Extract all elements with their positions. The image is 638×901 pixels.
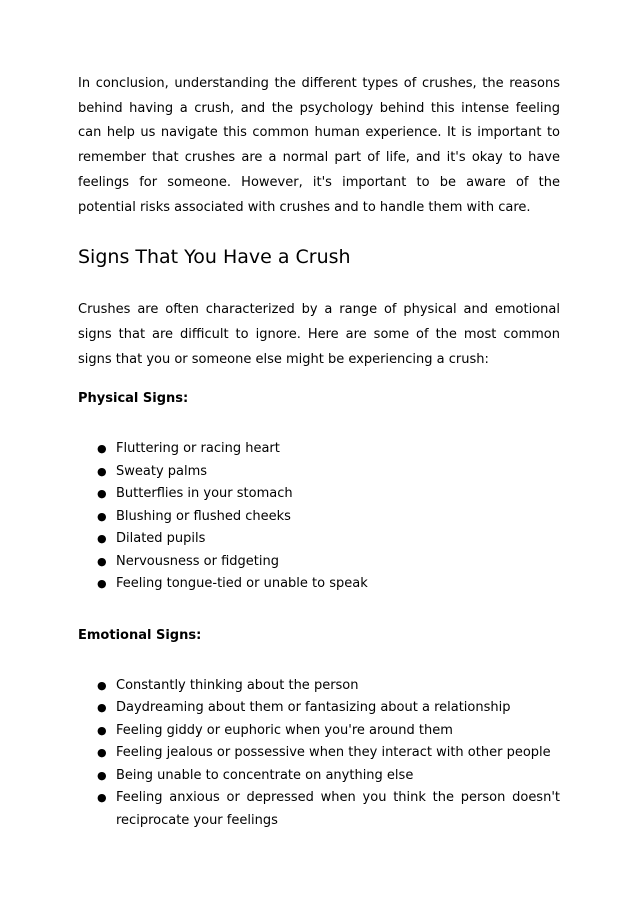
list-item-text: Being unable to concentrate on anything else <box>116 767 414 783</box>
list-item <box>78 551 560 574</box>
list-item <box>78 697 560 720</box>
list-item-text: Constantly thinking about the person <box>116 677 359 693</box>
bullet-icon: ● <box>97 532 107 546</box>
list-item <box>78 461 560 484</box>
list-item <box>78 720 560 743</box>
list-item <box>78 765 560 788</box>
bullet-icon: ● <box>97 554 107 568</box>
bullet-icon: ● <box>97 487 107 501</box>
list-item-text: Sweaty palms <box>116 463 208 479</box>
list-item <box>78 483 560 506</box>
list-item <box>78 742 560 765</box>
bullet-icon: ● <box>97 701 107 715</box>
list-item-text: Feeling anxious or depressed when you think the person doesn't reciprocate your feelings <box>116 790 560 828</box>
list-item <box>78 787 560 832</box>
bullet-icon: ● <box>97 768 107 782</box>
list-item <box>78 528 560 551</box>
list-item <box>78 573 560 596</box>
bullet-icon: ● <box>97 746 107 760</box>
bullet-icon: ● <box>97 577 107 591</box>
list-item-text: Nervousness or fidgeting <box>116 553 279 569</box>
list-item <box>78 675 560 698</box>
list-item-text: Butterflies in your stomach <box>116 486 293 502</box>
list-item-text: Daydreaming about them or fantasizing about a relationship <box>116 700 511 716</box>
section-paragraph: Crushes are often characterized by a range of physical and emotional signs that are difficult to ignore. Here are some of the most common signs that you or someone else might be experiencing a crush: <box>78 302 560 367</box>
list-item-text: Blushing or flushed cheeks <box>116 508 291 524</box>
list-item-text: Feeling giddy or euphoric when you're around them <box>116 722 453 738</box>
bullet-icon: ● <box>97 464 107 478</box>
list-item-text: Feeling jealous or possessive when they interact with other people <box>116 745 551 761</box>
bullet-icon: ● <box>97 509 107 523</box>
bullet-icon: ● <box>97 723 107 737</box>
list-item-text: Fluttering or racing heart <box>116 441 280 457</box>
section-heading: Signs That You Have a Crush <box>78 246 351 269</box>
emotional-signs-list <box>78 675 560 833</box>
physical-signs-heading: Physical Signs: <box>78 391 189 407</box>
bullet-icon: ● <box>97 442 107 456</box>
bullet-icon: ● <box>97 678 107 692</box>
physical-signs-list <box>78 438 560 596</box>
list-item <box>78 438 560 461</box>
intro-paragraph: In conclusion, understanding the different types of crushes, the reasons behind having a crush, and the psychology behind this intense feeling can help us navigate this common human experience. It is important to remember that crushes are a normal part of life, and it's okay to have feelings for someone. However, it's important to be aware of the potential risks associated with crushes and to handle them with care. <box>78 76 560 215</box>
list-item-text: Dilated pupils <box>116 531 206 547</box>
list-item-text: Feeling tongue-tied or unable to speak <box>116 576 368 592</box>
list-item <box>78 506 560 529</box>
bullet-icon: ● <box>97 791 107 805</box>
document-page <box>78 72 560 832</box>
emotional-signs-heading: Emotional Signs: <box>78 627 202 643</box>
